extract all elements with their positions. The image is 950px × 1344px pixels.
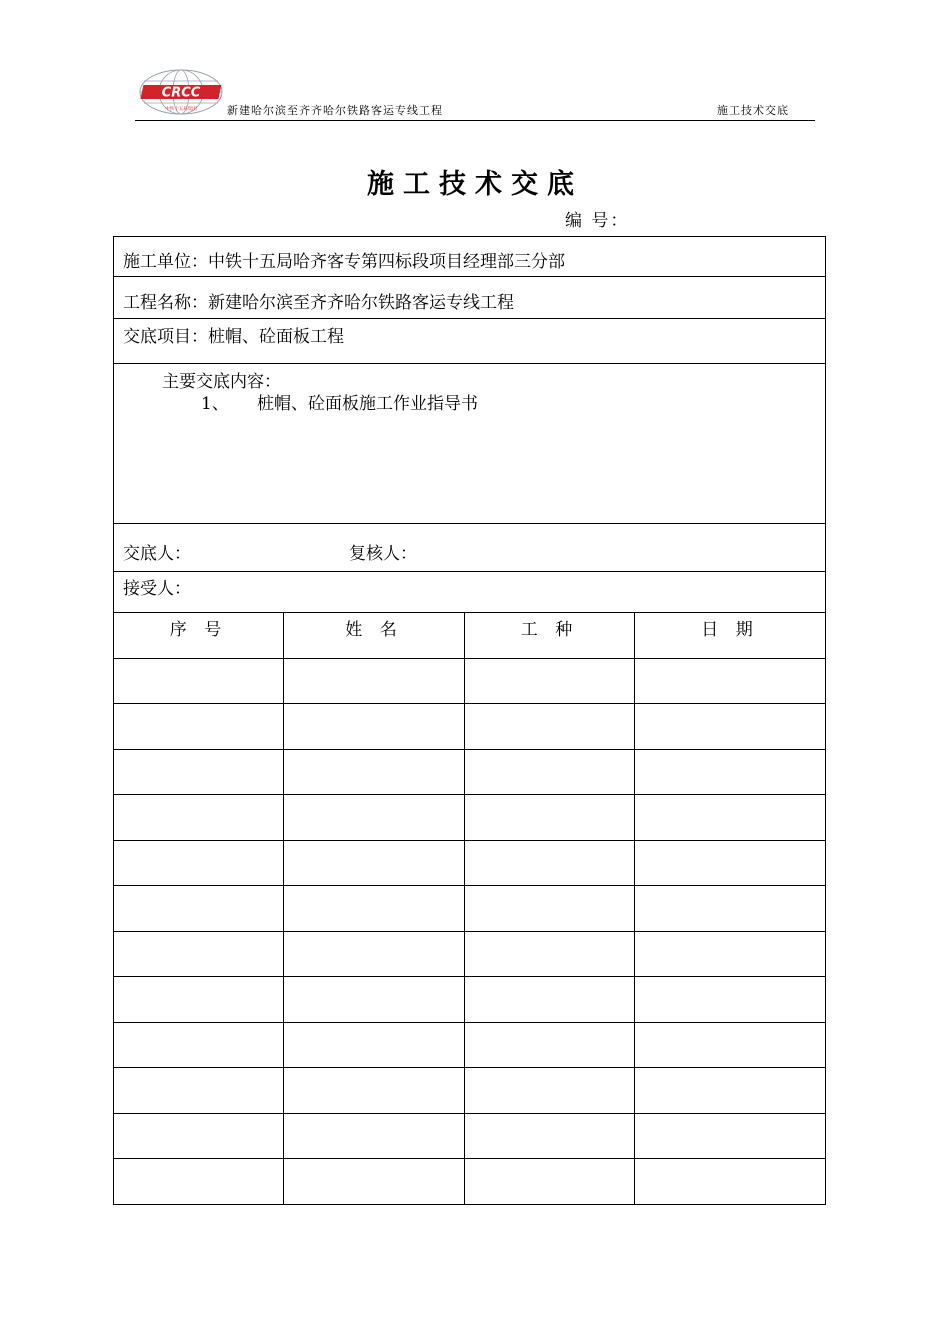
table-cell-name[interactable] <box>284 841 465 886</box>
table-cell-index[interactable] <box>114 977 284 1022</box>
table-cell-trade[interactable] <box>465 1159 635 1205</box>
table-cell-date[interactable] <box>635 977 825 1022</box>
document-number-label: 编 号： <box>565 211 630 231</box>
table-row <box>114 886 825 932</box>
table-cell-name[interactable] <box>284 795 465 840</box>
content-item-text: 桩帽、砼面板施工作业指导书 <box>257 394 478 414</box>
table-row <box>114 932 825 978</box>
receiver-row <box>114 572 825 613</box>
table-row <box>114 1114 825 1160</box>
page-header <box>135 64 815 122</box>
table-cell-name[interactable] <box>284 1068 465 1113</box>
receiver-label: 接受人： <box>123 579 191 599</box>
table-cell-date[interactable] <box>635 795 825 840</box>
table-header-row <box>114 613 825 659</box>
table-cell-trade[interactable] <box>465 841 635 886</box>
table-cell-index[interactable] <box>114 1023 284 1068</box>
table-cell-name[interactable] <box>284 1159 465 1205</box>
table-cell-date[interactable] <box>635 750 825 795</box>
document-title: 施工技术交底 <box>367 169 583 200</box>
table-cell-name[interactable] <box>284 886 465 931</box>
table-cell-name[interactable] <box>284 704 465 749</box>
table-cell-trade[interactable] <box>465 795 635 840</box>
table-row <box>114 1159 825 1205</box>
table-cell-name[interactable] <box>284 932 465 977</box>
item-field: 交底项目：桩帽、砼面板工程 <box>123 327 344 347</box>
table-cell-index[interactable] <box>114 841 284 886</box>
header-cell-trade: 工 种 <box>465 613 635 658</box>
header-cell-date: 日 期 <box>701 620 759 640</box>
table-row <box>114 841 825 887</box>
svg-text:中铁十五局集团: 中铁十五局集团 <box>165 107 197 112</box>
table-cell-trade[interactable] <box>465 1114 635 1159</box>
presenter-label: 交底人： <box>123 544 191 564</box>
table-row <box>114 750 825 796</box>
table-cell-date[interactable] <box>635 841 825 886</box>
svg-text:CRCC: CRCC <box>161 85 201 101</box>
project-name-field: 工程名称：新建哈尔滨至齐齐哈尔铁路客运专线工程 <box>123 293 514 313</box>
receiver-table <box>114 613 825 1205</box>
table-cell-index[interactable] <box>114 932 284 977</box>
table-cell-date[interactable] <box>635 1068 825 1113</box>
item-row <box>114 319 825 364</box>
table-cell-trade[interactable] <box>465 659 635 704</box>
table-cell-date[interactable] <box>635 704 825 749</box>
disclosure-form <box>113 236 826 1205</box>
content-item-number: 1、 <box>201 394 229 414</box>
header-cell-index: 序 号 <box>114 613 284 658</box>
table-cell-index[interactable] <box>114 750 284 795</box>
table-cell-name[interactable] <box>284 1023 465 1068</box>
table-cell-name[interactable] <box>284 659 465 704</box>
unit-field: 施工单位：中铁十五局哈齐客专第四标段项目经理部三分部 <box>123 252 565 272</box>
table-cell-index[interactable] <box>114 1068 284 1113</box>
table-cell-date[interactable] <box>635 1159 825 1205</box>
table-cell-index[interactable] <box>114 1114 284 1159</box>
table-row <box>114 795 825 841</box>
table-cell-name[interactable] <box>284 977 465 1022</box>
header-project-name: 新建哈尔滨至齐齐哈尔铁路客运专线工程 <box>227 104 443 117</box>
table-cell-date[interactable] <box>635 1114 825 1159</box>
table-cell-trade[interactable] <box>465 704 635 749</box>
table-cell-trade[interactable] <box>465 886 635 931</box>
reviewer-label: 复核人： <box>349 544 417 564</box>
table-cell-index[interactable] <box>114 795 284 840</box>
content-row <box>114 364 825 524</box>
table-cell-name[interactable] <box>284 1114 465 1159</box>
unit-row <box>114 237 825 277</box>
table-cell-date[interactable] <box>635 1023 825 1068</box>
crcc-logo <box>138 68 224 116</box>
table-row <box>114 977 825 1023</box>
table-cell-index[interactable] <box>114 659 284 704</box>
header-divider <box>135 120 815 121</box>
table-row <box>114 1068 825 1114</box>
header-doc-type: 施工技术交底 <box>717 104 789 117</box>
header-cell-name: 姓 名 <box>284 613 465 658</box>
content-label: 主要交底内容： <box>162 372 281 392</box>
table-cell-trade[interactable] <box>465 1068 635 1113</box>
table-cell-date[interactable] <box>635 659 825 704</box>
table-cell-index[interactable] <box>114 886 284 931</box>
table-cell-index[interactable] <box>114 704 284 749</box>
table-cell-trade[interactable] <box>465 750 635 795</box>
table-row <box>114 1023 825 1069</box>
table-row <box>114 704 825 750</box>
signature-row <box>114 524 825 572</box>
table-cell-name[interactable] <box>284 750 465 795</box>
project-row <box>114 277 825 319</box>
table-cell-date[interactable] <box>635 886 825 931</box>
table-cell-date[interactable] <box>635 932 825 977</box>
table-cell-trade[interactable] <box>465 977 635 1022</box>
table-cell-trade[interactable] <box>465 1023 635 1068</box>
table-cell-index[interactable] <box>114 1159 284 1205</box>
table-cell-trade[interactable] <box>465 932 635 977</box>
table-row <box>114 659 825 705</box>
